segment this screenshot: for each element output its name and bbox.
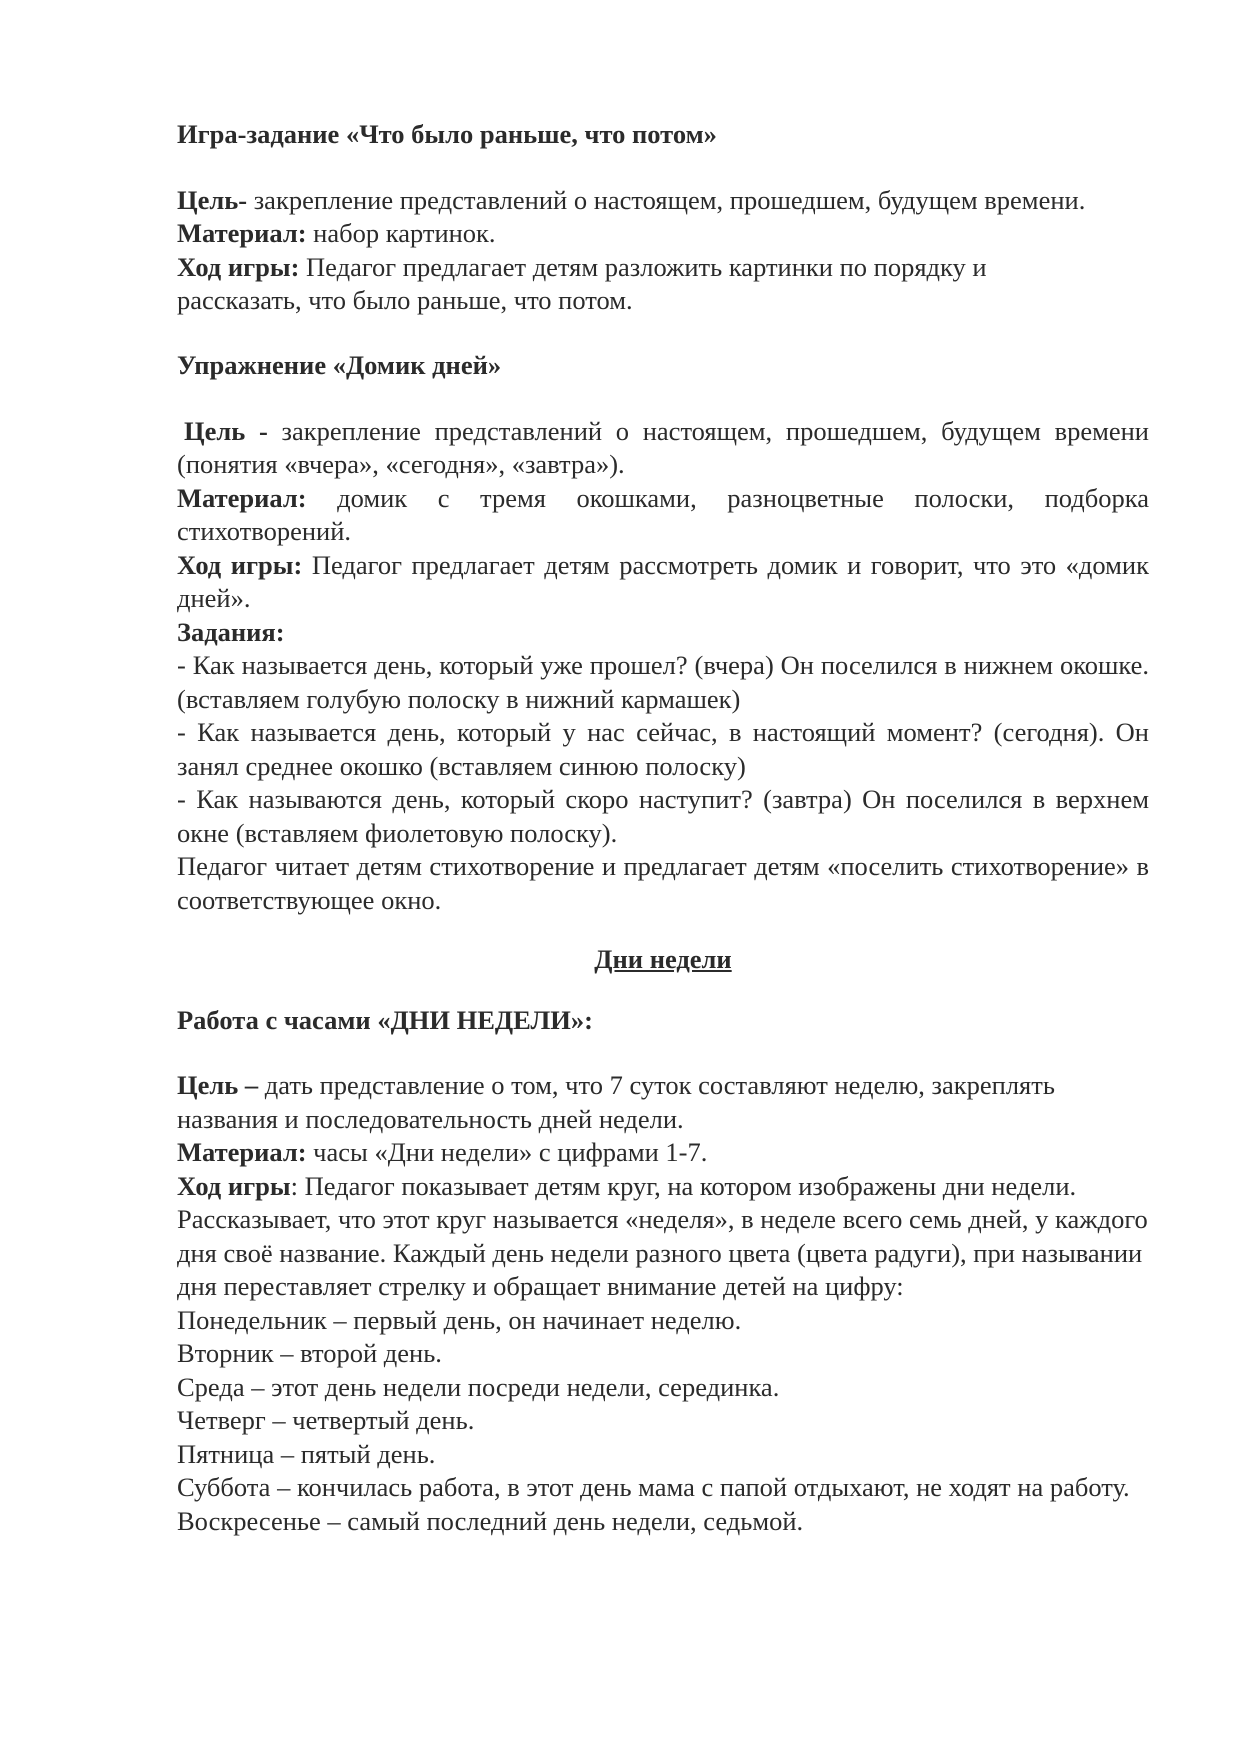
day-monday: Понедельник – первый день, он начинает неделю. [177,1304,742,1335]
section2-task-3: - Как называются день, который скоро наступит? (завтра) Он поселился в верхнем окне (вставляем фиолетовую полоску). [177,784,1149,848]
section2-tasks-label: Задания: [177,616,285,647]
section1-title: Игра-задание «Что было раньше, что потом» [177,119,717,149]
section1-goal [177,184,1149,218]
section1-goal-text: закрепление представлений о настоящем, прошедшем, будущем времени. [247,184,1086,215]
section2-goal-text: закрепление представлений о настоящем, прошедшем, будущем времени (понятия «вчера», «сегодня», «завтра»). [177,415,1149,479]
section2-goal [177,415,1149,482]
section3-goal-text: дать представление о том, что 7 суток составляют неделю, закреплять названия и последовательность дней недели. [177,1070,1055,1134]
section1-process [177,251,1149,318]
day-sunday: Воскресенье – самый последний день недели, седьмой. [177,1505,804,1536]
section2-task-1: - Как называется день, который уже прошел? (вчера) Он поселился в нижнем окошке. (вставляем голубую полоску в нижний кармашек) [177,650,1149,714]
section3-process-text: : Педагог показывает детям круг, на котором изображены дни недели. Рассказывает, что этот круг называется «неделя», в неделе всего семь дней, у каждого дня своё название. Каждый день недели разного цвета (цвета радуги), при назывании дня переставляет стрелку и обращает внимание детей на цифру: [177,1170,1148,1301]
section2-material-label: Материал: [177,482,307,513]
section3-goal-label: Цель – [177,1070,259,1100]
day-tuesday: Вторник – второй день. [177,1338,442,1368]
section2-goal-label: Цель - [184,415,268,446]
section2-process-text: Педагог предлагает детям рассмотреть домик и говорит, что это «домик дней». [177,549,1149,613]
section3-material-label: Материал: [177,1137,307,1167]
section2-material-text: домик с тремя окошками, разноцветные полоски, подборка стихотворений. [177,482,1149,546]
section3-title: Работа с часами «ДНИ НЕДЕЛИ»: [177,1004,593,1035]
section1-material-label: Материал: [177,218,307,248]
day-wednesday: Среда – этот день недели посреди недели, серединка. [177,1371,780,1402]
section1-process-text: Педагог предлагает детям разложить картинки по порядку и рассказать, что было раньше, что потом. [177,251,987,315]
section2-process [177,549,1149,616]
section2-material [177,482,1149,549]
section3-material-text: часы «Дни недели» с цифрами 1-7. [306,1137,708,1167]
document-page [177,118,1149,1538]
section2-title: Упражнение «Домик дней» [177,350,502,380]
day-friday: Пятница – пятый день. [177,1438,436,1469]
section3-process-label: Ход игры [177,1170,291,1201]
section3-goal [177,1069,1149,1136]
section2-process-label: Ход игры: [177,549,303,580]
section1-goal-label: Цель- [177,184,248,215]
section3-process [177,1170,1149,1304]
section1-process-label: Ход игры: [177,251,300,282]
section2-task-2: - Как называется день, который у нас сейчас, в настоящий момент? (сегодня). Он занял среднее окошко (вставляем синюю полоску) [177,717,1149,781]
section1-material [177,217,1149,251]
section3-center-title: Дни недели [594,944,732,974]
section1-material-text: набор картинок. [306,218,496,248]
day-saturday: Суббота – кончилась работа, в этот день мама с папой отдыхают, не ходят на работу. [177,1472,1130,1502]
section3-material [177,1136,1149,1170]
day-thursday: Четверг – четвертый день. [177,1405,475,1435]
section2-closing: Педагог читает детям стихотворение и предлагает детям «поселить стихотворение» в соответствующее окно. [177,851,1149,915]
